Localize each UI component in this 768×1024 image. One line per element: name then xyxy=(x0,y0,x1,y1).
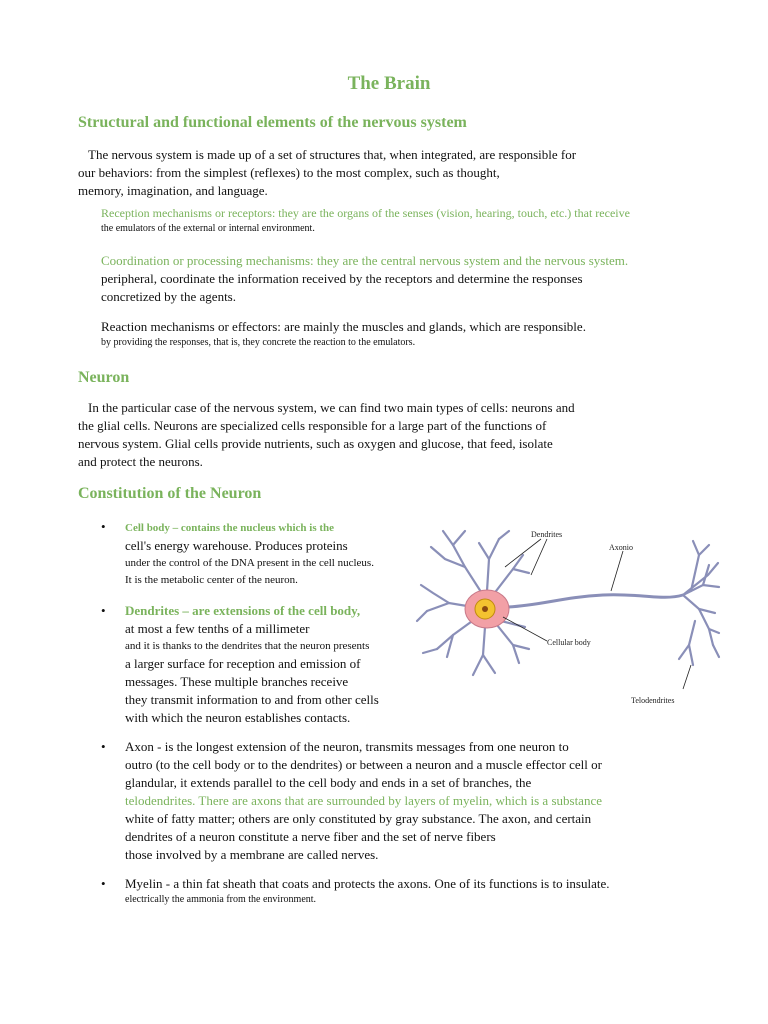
neuron-illustration xyxy=(417,531,719,675)
intro-line: memory, imagination, and language. xyxy=(78,183,268,198)
axon-line: telodendrites. There are axons that are surrounded by layers of myelin, which is a substance xyxy=(125,793,602,808)
coordination-line: peripheral, coordinate the information received by the receptors and determine the responses xyxy=(101,271,583,286)
label-telodendrites: Telodendrites xyxy=(631,696,675,705)
dendrites-line: Dendrites – are extensions of the cell body, xyxy=(125,603,361,618)
bullet-marker: • xyxy=(101,739,106,754)
intro-line: The nervous system is made up of a set of structures that, when integrated, are responsible for xyxy=(88,147,577,162)
reception-item xyxy=(101,205,630,237)
coordination-item xyxy=(101,252,628,306)
reaction-line: by providing the responses, that is, they concrete the reaction to the emulators. xyxy=(101,337,416,348)
page-title: The Brain xyxy=(347,73,431,94)
label-cell-body: Cellular body xyxy=(547,638,591,647)
label-axon: Axonio xyxy=(609,543,633,552)
section-heading-structural: Structural and functional elements of the nervous system xyxy=(78,114,467,131)
dendrites-line: a larger surface for reception and emission of xyxy=(125,656,361,671)
dendrites-line: they transmit information to and from other cells xyxy=(125,692,379,707)
neuron-line: In the particular case of the nervous system, we can find two main types of cells: neurons and xyxy=(88,400,575,415)
neuron-line: nervous system. Glial cells provide nutrients, such as oxygen and glucose, that feed, isolate xyxy=(78,436,553,451)
dendrites-line: at most a few tenths of a millimeter xyxy=(125,621,310,636)
reception-line: Reception mechanisms or receptors: they are the organs of the senses (vision, hearing, touch, etc.) that receive xyxy=(101,206,630,220)
axon-item xyxy=(125,738,602,864)
section-heading-neuron: Neuron xyxy=(78,369,130,386)
nucleolus-shape xyxy=(482,606,488,612)
axon-line: glandular, it extends parallel to the cell body and ends in a set of branches, the xyxy=(125,775,532,790)
axon-line: dendrites of a neuron constitute a nerve fiber and the set of nerve fibers xyxy=(125,829,496,844)
myelin-line: Myelin - a thin fat sheath that coats and protects the axons. One of its functions is to insulate. xyxy=(125,876,610,891)
cell-body-line: Cell body – contains the nucleus which is the xyxy=(125,522,335,534)
bullet-marker: • xyxy=(101,519,106,534)
axon-line: white of fatty matter; others are only constituted by gray substance. The axon, and certain xyxy=(125,811,592,826)
neuron-line: the glial cells. Neurons are specialized cells responsible for a large part of the functions of xyxy=(78,418,547,433)
myelin-line: electrically the ammonia from the environment. xyxy=(125,894,317,905)
cell-body-line: cell's energy warehouse. Produces proteins xyxy=(125,538,348,553)
reaction-item xyxy=(101,318,586,350)
section-heading-constitution: Constitution of the Neuron xyxy=(78,485,262,502)
neuron-paragraph xyxy=(78,399,575,471)
dendrites-line: messages. These multiple branches receive xyxy=(125,674,349,689)
axon-line: Axon - is the longest extension of the neuron, transmits messages from one neuron to xyxy=(125,739,569,754)
intro-line: our behaviors: from the simplest (reflexes) to the most complex, such as thought, xyxy=(78,165,500,180)
dendrites-line: and it is thanks to the dendrites that the neuron presents xyxy=(125,640,370,652)
neuron-line: and protect the neurons. xyxy=(78,454,203,469)
bullet-marker: • xyxy=(101,603,106,618)
coordination-line: Coordination or processing mechanisms: they are the central nervous system and the nervous system. xyxy=(101,253,629,268)
dendrites-line: with which the neuron establishes contacts. xyxy=(125,710,351,725)
dendrites-item xyxy=(125,602,379,727)
myelin-item xyxy=(125,875,610,907)
label-dendrites: Dendrites xyxy=(531,530,563,539)
axon-line: outro (to the cell body or to the dendrites) or between a neuron and a muscle effector cell or xyxy=(125,757,602,772)
label-pointers xyxy=(503,539,691,689)
bullet-marker: • xyxy=(101,876,106,891)
cell-body-line: It is the metabolic center of the neuron. xyxy=(125,574,298,586)
axon-line: those involved by a membrane are called nerves. xyxy=(125,847,379,862)
reaction-line: Reaction mechanisms or effectors: are mainly the muscles and glands, which are responsible. xyxy=(101,319,586,334)
cell-body-item xyxy=(125,519,374,589)
intro-paragraph xyxy=(78,146,576,200)
coordination-line: concretized by the agents. xyxy=(101,289,236,304)
reception-line: the emulators of the external or internal environment. xyxy=(101,223,315,234)
cell-body-line: under the control of the DNA present in the cell nucleus. xyxy=(125,557,374,569)
neuron-figure xyxy=(413,525,723,705)
